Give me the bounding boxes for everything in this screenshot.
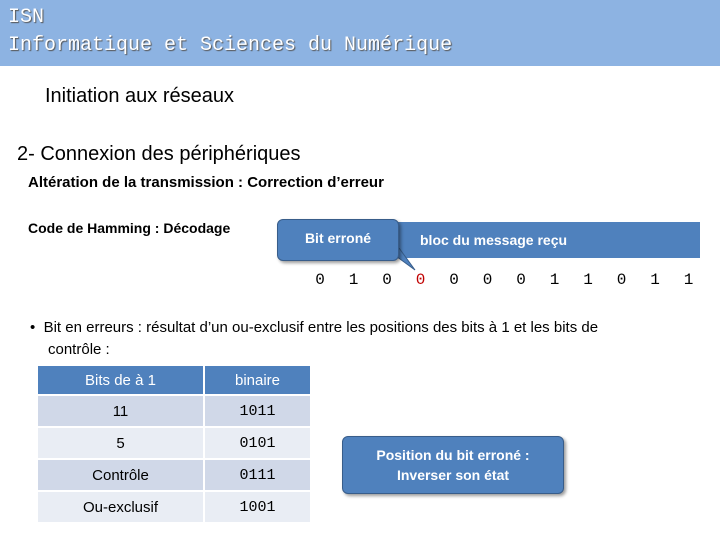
bullet-text [30,317,598,361]
table-header-cell: binaire [204,366,310,395]
table-row [38,427,310,459]
message-bit: 0 [415,271,426,289]
table-cell: Contrôle [38,459,204,491]
slide-subtitle: Initiation aux réseaux [45,85,235,107]
callout-line-2: Inverser son état [396,467,510,483]
error-position-callout [342,436,564,494]
decoding-label: Code de Hamming : Décodage [28,220,231,236]
section-title: 2- Connexion des périphériques [17,143,301,165]
error-bit-callout: Bit erroné [277,219,399,261]
bullet-line-2: contrôle : [48,341,110,358]
table-header-row [38,366,310,395]
message-bit: 0 [482,271,493,289]
table-cell: 1011 [204,395,310,427]
callout-line-1: Position du bit erroné : [376,447,530,463]
message-bit: 1 [583,271,593,289]
message-bit: 1 [348,271,359,289]
table-row [38,491,310,523]
table-cell: 0101 [204,427,310,459]
message-block-label: bloc du message reçu [420,232,568,248]
table-cell: 1001 [204,491,310,523]
xor-table [38,366,310,524]
message-bit: 0 [449,271,459,289]
message-bit: 1 [650,271,660,289]
table-cell: 5 [38,427,204,459]
message-bit: 0 [382,271,392,289]
bullet-line-1: Bit en erreurs : résultat d’un ou-exclusif entre les positions des bits à 1 et les bits de [43,319,599,336]
table-cell: 11 [38,395,204,427]
message-bit: 0 [516,271,526,289]
message-bit: 0 [315,271,325,289]
message-bit: 1 [549,271,560,289]
table-header-cell: Bits de à 1 [38,366,204,395]
table-cell: 0111 [204,459,310,491]
table-row [38,459,310,491]
topic-heading: Altération de la transmission : Correction d’erreur [28,174,384,191]
header-subtitle: Informatique et Sciences du Numérique [8,34,453,57]
bullet-marker: • [30,319,44,336]
message-bit: 1 [683,271,694,289]
table-row [38,395,310,427]
table-cell: Ou-exclusif [38,491,204,523]
message-bit: 0 [616,271,627,289]
slide-header [0,0,720,66]
header-title: ISN [8,6,45,29]
